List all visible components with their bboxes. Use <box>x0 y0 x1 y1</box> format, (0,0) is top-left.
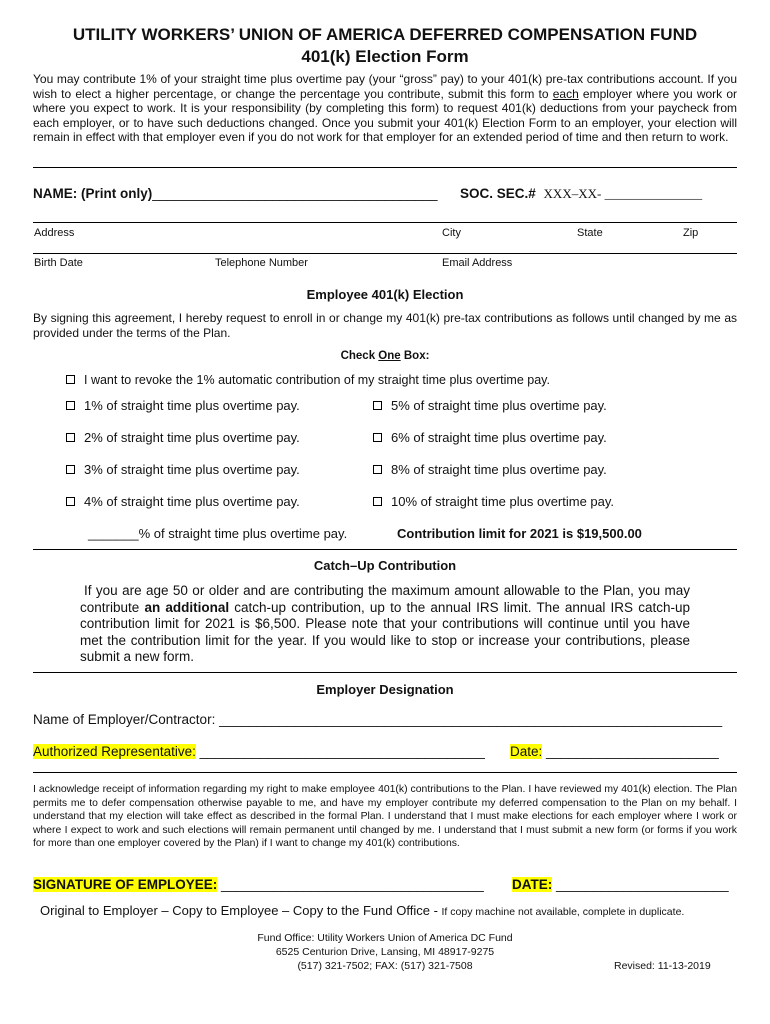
divider <box>33 772 737 773</box>
catchup-heading: Catch–Up Contribution <box>313 558 457 573</box>
signature-field[interactable]: SIGNATURE OF EMPLOYEE: ___________________________________ <box>33 877 484 892</box>
revoke-option[interactable]: I want to revoke the 1% automatic contribution of my straight time plus overtime pay. <box>66 373 550 387</box>
intro-paragraph: You may contribute 1% of your straight time plus overtime pay (your “gross” pay) to your 401(k) pre-tax contributions account. If you wish to elect a higher percentage, or change the percentage you contribute, submit this form to each employer where you work or where you expect to work. It is your responsibility (by completing this form) to request 401(k) deductions from your paycheck from each employer, or to have such deductions changed. Once you submit your 401(k) Election Form to an employer, your election will remain in effect with that employer even if you do not work for that employer for an extended period of time and then return to work. <box>33 72 738 145</box>
contact-line[interactable] <box>33 253 737 254</box>
signature-date-label: DATE: <box>512 877 553 892</box>
address-label: Address <box>34 227 75 239</box>
city-label: City <box>442 227 461 239</box>
contribution-limit: Contribution limit for 2021 is $19,500.00 <box>397 526 642 541</box>
option-1-percent[interactable]: 1% of straight time plus overtime pay. <box>66 398 300 413</box>
election-heading: Employee 401(k) Election <box>306 287 464 302</box>
name-label: NAME: (Print only) <box>33 186 153 201</box>
option-4-percent[interactable]: 4% of straight time plus overtime pay. <box>66 494 300 509</box>
state-label: State <box>577 227 603 239</box>
zip-label: Zip <box>683 227 699 239</box>
email-label: Email Address <box>442 257 513 269</box>
checkbox[interactable] <box>373 465 382 474</box>
checkbox[interactable] <box>66 433 75 442</box>
ssn-value: XXX–XX- _______________ <box>543 186 703 201</box>
checkbox[interactable] <box>373 433 382 442</box>
fund-office-phone: (517) 321-7502; FAX: (517) 321-7508 <box>297 960 473 972</box>
employer-heading: Employer Designation <box>316 682 454 697</box>
option-8-percent[interactable]: 8% of straight time plus overtime pay. <box>373 462 607 477</box>
option-10-percent[interactable]: 10% of straight time plus overtime pay. <box>373 494 614 509</box>
checkbox[interactable] <box>373 401 382 410</box>
checkbox[interactable] <box>66 375 75 384</box>
acknowledgment-text: I acknowledge receipt of information regarding my right to make employee 401(k) contributions to the Plan. I have reviewed my 401(k) election. The Plan permits me to defer compensation otherwise payable to me, and have my employer contribute my deferred compensation to the Plan on my behalf. I understand that my election will take effect as described in the formal Plan. I understand that I must make elections for each employer where I work or where I expect to work and such elections will remain permanent until changed by me. I understand that I must submit a new form (or forms if you work for more than one employer covered by the Plan) if I want to change my 401(k) contributions. <box>33 784 737 850</box>
form-subtitle: 401(k) Election Form <box>301 47 469 66</box>
revision-date: Revised: 11-13-2019 <box>614 960 711 972</box>
name-field[interactable] <box>33 186 438 201</box>
ssn-field[interactable] <box>460 186 702 202</box>
option-5-percent[interactable]: 5% of straight time plus overtime pay. <box>373 398 607 413</box>
check-one-instruction: Check One Box: <box>340 350 430 362</box>
employer-date-field[interactable]: Date: _______________________ <box>510 744 719 759</box>
divider <box>33 672 737 673</box>
birth-date-label: Birth Date <box>34 257 83 269</box>
signature-label: SIGNATURE OF EMPLOYEE: <box>33 877 218 892</box>
fund-office-name: Fund Office: Utility Workers Union of America DC Fund <box>257 932 513 944</box>
election-text: By signing this agreement, I hereby request to enroll in or change my 401(k) pre-tax contributions as follows until changed by me as provided under the terms of the Plan. <box>33 311 737 340</box>
checkbox[interactable] <box>373 497 382 506</box>
authorized-rep-label: Authorized Representative: <box>33 744 196 759</box>
divider <box>33 167 737 168</box>
distribution-note: Original to Employer – Copy to Employee – Copy to the Fund Office - If copy machine not available, complete in duplicate. <box>40 903 685 918</box>
option-3-percent[interactable]: 3% of straight time plus overtime pay. <box>66 462 300 477</box>
ssn-label: SOC. SEC.# <box>460 186 536 201</box>
authorized-rep-field[interactable]: Authorized Representative: ______________________________________ <box>33 744 485 759</box>
option-6-percent[interactable]: 6% of straight time plus overtime pay. <box>373 430 607 445</box>
intro-emphasis: each <box>552 86 579 101</box>
catchup-paragraph: If you are age 50 or older and are contributing the maximum amount allowable to the Plan, you may contribute an additional catch-up contribution, up to the annual IRS limit. The annual IRS catch-up contribution limit for 2021 is $6,500. Please note that your contributions will continue until you have met the contribution limit for the year. If you would like to stop or increase your contributions, please submit a new form. <box>80 583 690 664</box>
checkbox[interactable] <box>66 465 75 474</box>
checkbox[interactable] <box>66 401 75 410</box>
employer-name-field[interactable]: Name of Employer/Contractor: ___________________________________________________________________ <box>33 712 723 727</box>
form-title: UTILITY WORKERS’ UNION OF AMERICA DEFERRED COMPENSATION FUND <box>72 25 698 44</box>
custom-percent-field[interactable]: _______% of straight time plus overtime pay. <box>88 526 348 541</box>
name-line: ______________________________________ <box>152 186 438 201</box>
option-2-percent[interactable]: 2% of straight time plus overtime pay. <box>66 430 300 445</box>
divider <box>33 549 737 550</box>
fund-office-address: 6525 Centurion Drive, Lansing, MI 48917-9275 <box>275 946 495 958</box>
checkbox[interactable] <box>66 497 75 506</box>
employer-date-label: Date: <box>510 744 543 759</box>
address-line[interactable] <box>33 222 737 223</box>
telephone-label: Telephone Number <box>215 257 308 269</box>
signature-date-field[interactable]: DATE: _______________________ <box>512 877 729 892</box>
